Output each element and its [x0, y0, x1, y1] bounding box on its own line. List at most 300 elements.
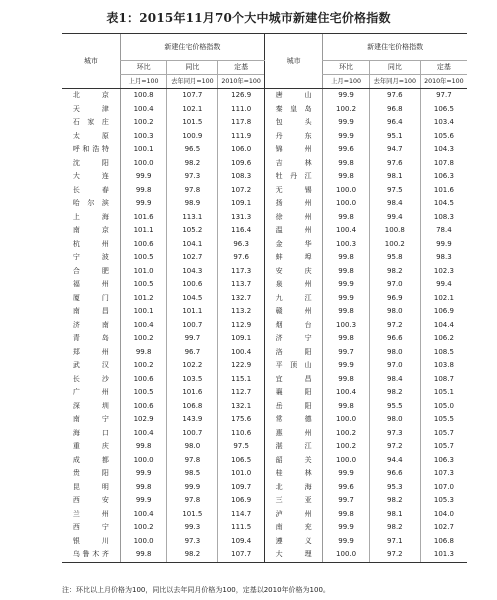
yoy-value-left: 100.7	[167, 319, 218, 333]
city-name-text: 呼和浩特	[72, 145, 109, 153]
base-value-left: 111.5	[218, 521, 265, 535]
city-header-left: 城市	[62, 34, 120, 89]
base-value-right: 97.7	[420, 89, 467, 103]
yoy-value-left: 101.1	[167, 305, 218, 319]
yoy-value-right: 98.1	[369, 508, 420, 522]
mom-value-left: 101.1	[120, 224, 167, 238]
city-name-left	[62, 319, 120, 333]
city-name-left	[62, 467, 120, 481]
city-name-left	[62, 157, 120, 171]
table-row	[62, 157, 467, 171]
mom-value-left: 100.2	[120, 359, 167, 373]
city-name-text: 牡丹江	[275, 172, 312, 180]
yoy-value-right: 95.3	[369, 481, 420, 495]
yoy-value-left: 97.8	[167, 494, 218, 508]
city-name-text: 九江	[275, 293, 312, 302]
col-base-right: 定基	[420, 61, 467, 75]
yoy-value-right: 97.0	[369, 359, 420, 373]
mom-value-left: 100.4	[120, 103, 167, 117]
city-name-text: 青岛	[72, 334, 109, 342]
city-name-text: 厦门	[72, 293, 109, 302]
table-row	[62, 116, 467, 130]
city-name-right	[264, 440, 322, 454]
city-name-text: 宁波	[72, 253, 109, 261]
table-row	[62, 427, 467, 441]
yoy-value-right: 98.4	[369, 197, 420, 211]
yoy-value-right: 100.2	[369, 238, 420, 252]
sub-mom-right: 上月=100	[323, 75, 370, 89]
base-value-left: 117.3	[218, 265, 265, 279]
mom-value-right: 99.8	[323, 373, 370, 387]
price-index-table	[62, 33, 467, 563]
yoy-value-right: 94.7	[369, 143, 420, 157]
mom-value-right: 99.8	[323, 157, 370, 171]
table-row	[62, 332, 467, 346]
city-name-left	[62, 508, 120, 522]
city-name-text: 大理	[275, 550, 312, 558]
yoy-value-left: 101.5	[167, 508, 218, 522]
yoy-value-right: 99.4	[369, 211, 420, 225]
mom-value-left: 99.9	[120, 467, 167, 481]
base-value-right: 105.5	[420, 413, 467, 427]
table-row	[62, 481, 467, 495]
base-value-left: 110.6	[218, 427, 265, 441]
city-name-right	[264, 238, 322, 252]
base-value-left: 117.8	[218, 116, 265, 130]
city-name-right	[264, 143, 322, 157]
yoy-value-right: 100.8	[369, 224, 420, 238]
yoy-value-left: 106.8	[167, 400, 218, 414]
yoy-value-left: 99.7	[167, 332, 218, 346]
base-value-left: 107.2	[218, 184, 265, 198]
table-body	[62, 89, 467, 563]
city-header-right: 城市	[264, 34, 322, 89]
mom-value-left: 100.0	[120, 157, 167, 171]
city-name-left	[62, 548, 120, 562]
yoy-value-right: 97.2	[369, 440, 420, 454]
city-name-left	[62, 440, 120, 454]
col-mom-right: 环比	[323, 61, 370, 75]
table-row	[62, 278, 467, 292]
yoy-value-right: 96.9	[369, 292, 420, 306]
yoy-value-left: 100.6	[167, 278, 218, 292]
mom-value-left: 100.4	[120, 319, 167, 333]
mom-value-left: 100.4	[120, 427, 167, 441]
mom-value-left: 100.2	[120, 521, 167, 535]
yoy-value-right: 96.6	[369, 332, 420, 346]
table-row	[62, 319, 467, 333]
yoy-value-right: 95.5	[369, 400, 420, 414]
city-name-right	[264, 224, 322, 238]
yoy-value-left: 98.9	[167, 197, 218, 211]
table-row	[62, 89, 467, 103]
mom-value-left: 99.8	[120, 346, 167, 360]
city-name-right	[264, 535, 322, 549]
mom-value-left: 100.6	[120, 400, 167, 414]
city-name-right	[264, 508, 322, 522]
mom-value-left: 100.8	[120, 89, 167, 103]
yoy-value-right: 97.6	[369, 157, 420, 171]
yoy-value-left: 98.5	[167, 467, 218, 481]
yoy-value-right: 98.2	[369, 521, 420, 535]
city-name-left	[62, 89, 120, 103]
group-header-left: 新建住宅价格指数	[120, 34, 264, 61]
mom-value-left: 100.0	[120, 454, 167, 468]
city-name-text: 湛江	[275, 442, 312, 450]
yoy-value-left: 104.3	[167, 265, 218, 279]
base-value-right: 106.9	[420, 305, 467, 319]
city-name-text: 赣州	[275, 307, 312, 315]
city-name-right	[264, 548, 322, 562]
base-value-left: 101.0	[218, 467, 265, 481]
yoy-value-right: 98.4	[369, 373, 420, 387]
table-row	[62, 521, 467, 535]
city-name-right	[264, 319, 322, 333]
yoy-value-right: 98.0	[369, 413, 420, 427]
table-row	[62, 346, 467, 360]
table-row	[62, 265, 467, 279]
mom-value-right: 100.3	[323, 319, 370, 333]
base-value-right: 104.5	[420, 197, 467, 211]
base-value-right: 105.7	[420, 440, 467, 454]
yoy-value-left: 101.5	[167, 116, 218, 130]
table-row	[62, 535, 467, 549]
base-value-left: 112.9	[218, 319, 265, 333]
base-value-left: 100.4	[218, 346, 265, 360]
base-value-left: 131.3	[218, 211, 265, 225]
table-row	[62, 467, 467, 481]
base-value-right: 101.3	[420, 548, 467, 562]
city-name-left	[62, 238, 120, 252]
city-name-left	[62, 521, 120, 535]
mom-value-right: 99.9	[323, 130, 370, 144]
base-value-left: 126.9	[218, 89, 265, 103]
base-value-left: 97.6	[218, 251, 265, 265]
city-name-text: 大连	[72, 172, 109, 180]
city-name-text: 济南	[72, 320, 109, 329]
yoy-value-left: 100.9	[167, 130, 218, 144]
base-value-right: 107.8	[420, 157, 467, 171]
city-name-right	[264, 157, 322, 171]
base-value-right: 106.5	[420, 103, 467, 117]
yoy-value-right: 98.2	[369, 386, 420, 400]
city-name-left	[62, 197, 120, 211]
city-name-text: 杭州	[72, 239, 109, 248]
yoy-value-right: 98.2	[369, 494, 420, 508]
mom-value-left: 100.5	[120, 386, 167, 400]
city-name-right	[264, 521, 322, 535]
city-name-right	[264, 373, 322, 387]
mom-value-right: 100.0	[323, 197, 370, 211]
mom-value-right: 100.2	[323, 440, 370, 454]
mom-value-right: 100.0	[323, 548, 370, 562]
yoy-value-right: 98.1	[369, 170, 420, 184]
yoy-value-right: 95.8	[369, 251, 420, 265]
city-name-text: 遵义	[275, 536, 312, 545]
base-value-right: 99.9	[420, 238, 467, 252]
base-value-right: 105.0	[420, 400, 467, 414]
yoy-value-right: 95.1	[369, 130, 420, 144]
base-value-left: 132.7	[218, 292, 265, 306]
city-name-right	[264, 346, 322, 360]
mom-value-right: 99.7	[323, 494, 370, 508]
base-value-left: 109.1	[218, 332, 265, 346]
city-name-text: 襄阳	[275, 388, 312, 396]
city-name-text: 泉州	[275, 280, 312, 288]
base-value-right: 102.7	[420, 521, 467, 535]
city-name-right	[264, 427, 322, 441]
base-value-right: 102.1	[420, 292, 467, 306]
city-name-text: 惠州	[275, 428, 312, 437]
city-name-text: 常德	[275, 415, 312, 423]
mom-value-right: 99.8	[323, 305, 370, 319]
city-name-text: 包头	[275, 118, 312, 126]
yoy-value-left: 99.3	[167, 521, 218, 535]
yoy-value-right: 97.3	[369, 427, 420, 441]
table-row	[62, 413, 467, 427]
yoy-value-right: 98.2	[369, 265, 420, 279]
city-name-left	[62, 130, 120, 144]
mom-value-right: 99.8	[323, 332, 370, 346]
mom-value-left: 100.5	[120, 278, 167, 292]
city-name-left	[62, 103, 120, 117]
table-row	[62, 305, 467, 319]
base-value-right: 105.3	[420, 494, 467, 508]
mom-value-left: 100.6	[120, 238, 167, 252]
city-name-right	[264, 454, 322, 468]
city-name-text: 西安	[72, 496, 109, 504]
mom-value-right: 99.8	[323, 251, 370, 265]
table-row	[62, 548, 467, 562]
base-value-right: 105.6	[420, 130, 467, 144]
base-value-left: 113.2	[218, 305, 265, 319]
yoy-value-left: 102.1	[167, 103, 218, 117]
city-name-left	[62, 292, 120, 306]
city-name-text: 无锡	[275, 185, 312, 194]
sub-mom-left: 上月=100	[120, 75, 167, 89]
base-value-left: 132.1	[218, 400, 265, 414]
yoy-value-left: 99.9	[167, 481, 218, 495]
table-row	[62, 103, 467, 117]
city-name-left	[62, 224, 120, 238]
base-value-left: 109.4	[218, 535, 265, 549]
yoy-value-left: 97.8	[167, 454, 218, 468]
mom-value-left: 100.3	[120, 130, 167, 144]
base-value-right: 98.3	[420, 251, 467, 265]
mom-value-left: 101.0	[120, 265, 167, 279]
mom-value-right: 100.3	[323, 238, 370, 252]
yoy-value-right: 96.4	[369, 116, 420, 130]
city-name-text: 唐山	[275, 91, 312, 99]
city-name-text: 济宁	[275, 334, 312, 342]
yoy-value-left: 105.2	[167, 224, 218, 238]
yoy-value-right: 98.0	[369, 305, 420, 319]
city-name-text: 合肥	[72, 266, 109, 275]
city-name-left	[62, 427, 120, 441]
table-row	[62, 211, 467, 225]
mom-value-right: 99.8	[323, 400, 370, 414]
yoy-value-left: 96.7	[167, 346, 218, 360]
city-name-text: 深圳	[72, 401, 109, 410]
mom-value-right: 99.8	[323, 211, 370, 225]
base-value-left: 109.6	[218, 157, 265, 171]
city-name-text: 岳阳	[275, 401, 312, 410]
base-value-left: 113.7	[218, 278, 265, 292]
city-name-left	[62, 211, 120, 225]
city-name-right	[264, 265, 322, 279]
mom-value-left: 99.9	[120, 494, 167, 508]
sub-base-left: 2010年=100	[218, 75, 265, 89]
yoy-value-left: 102.7	[167, 251, 218, 265]
city-name-text: 武汉	[72, 361, 109, 369]
city-name-left	[62, 265, 120, 279]
base-value-right: 107.0	[420, 481, 467, 495]
mom-value-left: 100.5	[120, 251, 167, 265]
mom-value-right: 99.9	[323, 535, 370, 549]
table-row	[62, 494, 467, 508]
mom-value-right: 99.9	[323, 292, 370, 306]
city-name-left	[62, 184, 120, 198]
mom-value-right: 99.6	[323, 481, 370, 495]
city-name-text: 重庆	[72, 442, 109, 450]
city-name-text: 扬州	[275, 199, 312, 207]
base-value-right: 99.4	[420, 278, 467, 292]
mom-value-right: 99.6	[323, 143, 370, 157]
yoy-value-left: 107.7	[167, 89, 218, 103]
city-name-left	[62, 332, 120, 346]
city-name-text: 南京	[72, 226, 109, 234]
city-name-text: 成都	[72, 455, 109, 464]
mom-value-left: 99.8	[120, 548, 167, 562]
table-row	[62, 359, 467, 373]
city-name-text: 上海	[72, 212, 109, 221]
mom-value-left: 100.0	[120, 535, 167, 549]
city-name-left	[62, 359, 120, 373]
table-row	[62, 197, 467, 211]
city-name-text: 北京	[72, 91, 109, 99]
yoy-value-right: 97.1	[369, 535, 420, 549]
base-value-left: 112.7	[218, 386, 265, 400]
yoy-value-left: 100.7	[167, 427, 218, 441]
mom-value-right: 100.4	[323, 386, 370, 400]
city-name-right	[264, 413, 322, 427]
mom-value-left: 101.2	[120, 292, 167, 306]
yoy-value-left: 101.6	[167, 386, 218, 400]
yoy-value-left: 97.8	[167, 184, 218, 198]
base-value-left: 115.1	[218, 373, 265, 387]
mom-value-right: 99.9	[323, 278, 370, 292]
city-name-left	[62, 413, 120, 427]
mom-value-right: 99.8	[323, 508, 370, 522]
city-name-text: 长沙	[72, 374, 109, 383]
mom-value-left: 99.8	[120, 184, 167, 198]
city-name-text: 安庆	[275, 266, 312, 275]
base-value-left: 106.5	[218, 454, 265, 468]
city-name-text: 太原	[72, 131, 109, 140]
mom-value-right: 100.0	[323, 454, 370, 468]
city-name-text: 平顶山	[275, 361, 312, 369]
mom-value-right: 100.0	[323, 184, 370, 198]
city-name-left	[62, 116, 120, 130]
base-value-left: 116.4	[218, 224, 265, 238]
base-value-right: 105.1	[420, 386, 467, 400]
city-name-right	[264, 292, 322, 306]
mom-value-right: 99.8	[323, 265, 370, 279]
city-name-text: 西宁	[72, 523, 109, 531]
base-value-right: 101.6	[420, 184, 467, 198]
mom-value-left: 99.9	[120, 197, 167, 211]
yoy-value-left: 104.5	[167, 292, 218, 306]
mom-value-left: 100.6	[120, 373, 167, 387]
yoy-value-right: 97.0	[369, 278, 420, 292]
city-name-text: 桂林	[275, 469, 312, 477]
base-value-right: 78.4	[420, 224, 467, 238]
mom-value-left: 99.9	[120, 170, 167, 184]
city-name-text: 兰州	[72, 509, 109, 518]
table-row	[62, 170, 467, 184]
yoy-value-left: 143.9	[167, 413, 218, 427]
city-name-text: 乌鲁木齐	[72, 550, 109, 558]
city-name-text: 北海	[275, 482, 312, 491]
city-name-text: 天津	[72, 104, 109, 113]
table-row	[62, 184, 467, 198]
city-name-text: 烟台	[275, 320, 312, 329]
table-row	[62, 440, 467, 454]
city-name-right	[264, 494, 322, 508]
city-name-text: 南宁	[72, 415, 109, 423]
table-row	[62, 143, 467, 157]
yoy-value-left: 103.5	[167, 373, 218, 387]
footnote: 注：环比以上月价格为100，同比以去年同月价格为100，定基以2010年价格为100。	[62, 586, 330, 594]
mom-value-right: 100.0	[323, 413, 370, 427]
sub-base-right: 2010年=100	[420, 75, 467, 89]
col-yoy-left: 同比	[167, 61, 218, 75]
mom-value-right: 99.7	[323, 346, 370, 360]
yoy-value-right: 96.6	[369, 467, 420, 481]
base-value-left: 106.0	[218, 143, 265, 157]
base-value-right: 106.8	[420, 535, 467, 549]
yoy-value-left: 102.2	[167, 359, 218, 373]
city-name-right	[264, 467, 322, 481]
mom-value-left: 100.2	[120, 332, 167, 346]
city-name-text: 哈尔滨	[72, 199, 109, 207]
yoy-value-right: 98.0	[369, 346, 420, 360]
city-name-right	[264, 211, 322, 225]
table-row	[62, 386, 467, 400]
base-value-right: 104.0	[420, 508, 467, 522]
mom-value-right: 100.2	[323, 103, 370, 117]
mom-value-right: 99.9	[323, 116, 370, 130]
yoy-value-left: 98.0	[167, 440, 218, 454]
mom-value-right: 100.4	[323, 224, 370, 238]
yoy-value-left: 97.3	[167, 170, 218, 184]
base-value-left: 108.3	[218, 170, 265, 184]
base-value-right: 104.4	[420, 319, 467, 333]
base-value-right: 107.3	[420, 467, 467, 481]
mom-value-right: 100.2	[323, 427, 370, 441]
mom-value-left: 101.6	[120, 211, 167, 225]
city-name-text: 泸州	[275, 509, 312, 518]
mom-value-right: 99.9	[323, 89, 370, 103]
city-name-left	[62, 346, 120, 360]
city-name-text: 金华	[275, 239, 312, 248]
city-name-text: 广州	[72, 388, 109, 396]
city-name-left	[62, 373, 120, 387]
mom-value-left: 100.1	[120, 305, 167, 319]
yoy-value-left: 98.2	[167, 157, 218, 171]
col-mom-left: 环比	[120, 61, 167, 75]
city-name-text: 南昌	[72, 307, 109, 315]
